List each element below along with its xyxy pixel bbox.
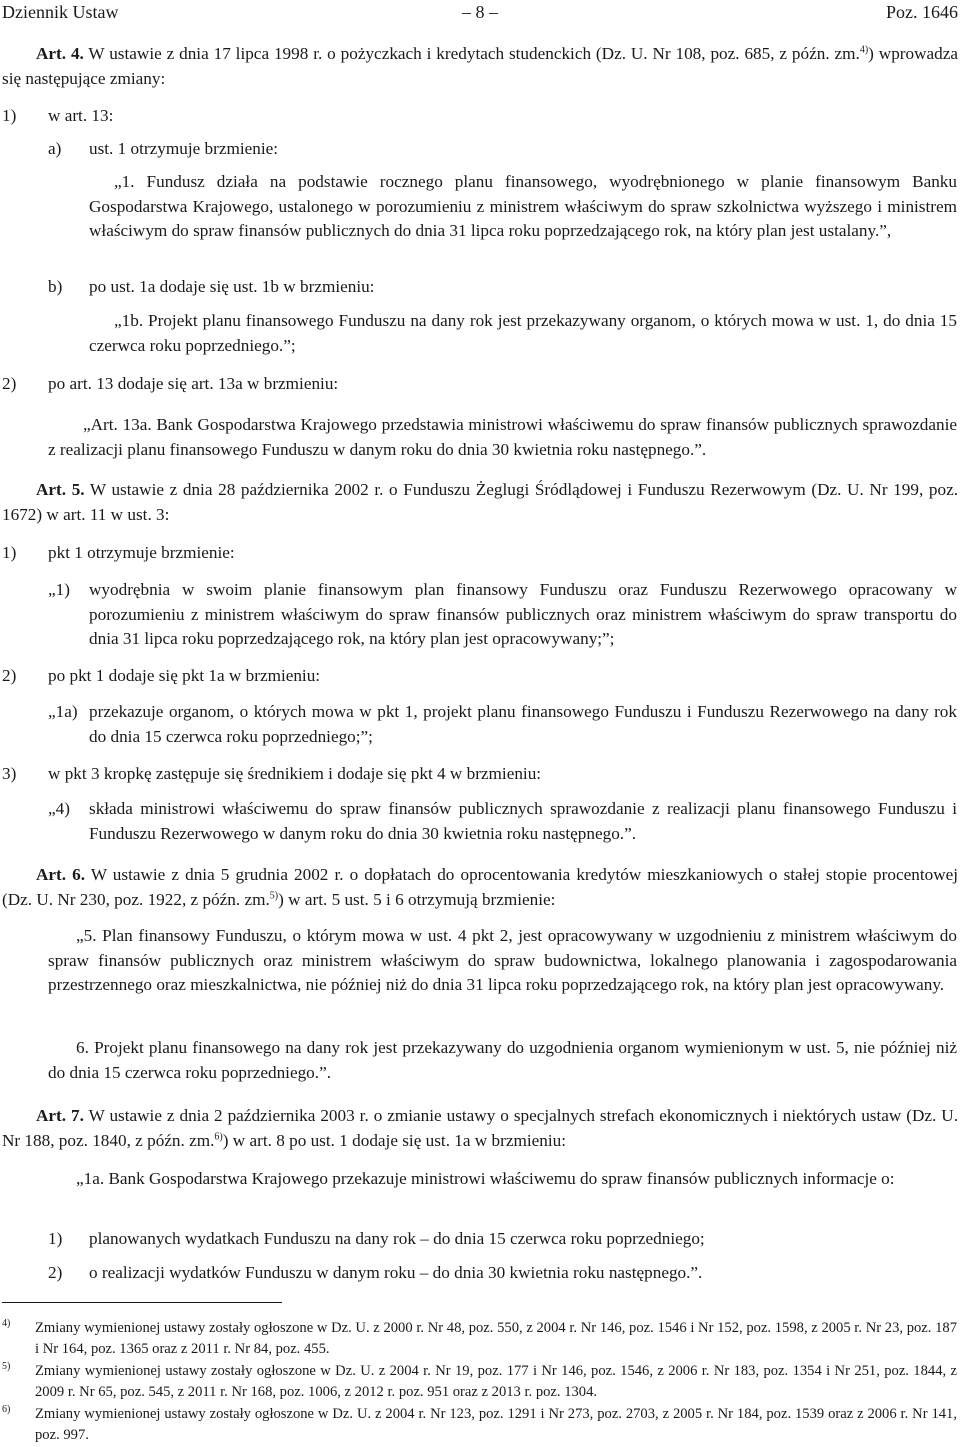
art5-q1-text: wyodrębnia w swoim planie finansowym plan finansowy Funduszu oraz Funduszu Rezerwowego opracowany w porozumieniu z ministrem właściwym do spraw finansów publicznych oraz ministrem właściwym do spraw transportu do dnia 31 lipca roku poprzedzającego rok, na który plan jest opracowywany;”; <box>89 580 957 648</box>
art7-quote-ust1a: „1a. Bank Gospodarstwa Krajowego przekazuje ministrowi właściwemu do spraw finansów publicznych informacje o: <box>76 1169 895 1188</box>
art4-item2-num: 2) <box>2 374 17 393</box>
art6-intro <box>2 863 958 912</box>
art4-quote-ust1: „1. Fundusz działa na podstawie rocznego planu finansowego, wyodrębnionego w planie finansowym Banku Gospodarstwa Krajowego, ustalonego w porozumieniu z ministrem właściwym do spraw szkolnictwa wyższego i ministrem właściwym do spraw finansów publicznych do dnia 31 lipca roku poprzedzającego rok, na który plan jest ustalany.”, <box>89 172 957 240</box>
art7-sub2-num: 2) <box>48 1263 63 1282</box>
art5-q4-text: składa ministrowi właściwemu do spraw finansów publicznych sprawozdanie z realizacji planu finansowego Funduszu i Funduszu Rezerwowego w danym roku do dnia 30 kwietnia roku następnego.”. <box>89 799 957 843</box>
journal-title: Dziennik Ustaw <box>2 2 119 22</box>
footnote-mark-5: 5) <box>2 1361 11 1372</box>
art4-item-a-text: ust. 1 otrzymuje brzmienie: <box>89 139 279 158</box>
art6-label: Art. 6. <box>36 865 86 884</box>
art6-text: W ustawie z dnia 5 grudnia 2002 r. o dopłatach do oprocentowania kredytów mieszkaniowych o stałej stopie procentowej (Dz. U. Nr 230, poz. 1922, z późn. zm. <box>2 865 959 909</box>
footnote-ref-5: 5) <box>269 889 279 901</box>
art5-text: W ustawie z dnia 28 października 2002 r. o Funduszu Żeglugi Śródlądowej i Funduszu Rezerwowym (Dz. U. Nr 199, poz. 1672) w art. 11 w ust. 3: <box>2 480 958 524</box>
art5-item2-text: po pkt 1 dodaje się pkt 1a w brzmieniu: <box>48 666 321 685</box>
art6-text-end: ) w art. 5 ust. 5 i 6 otrzymują brzmienie: <box>278 889 556 909</box>
art5-q1a-text: przekazuje organom, o których mowa w pkt 1, projekt planu finansowego Funduszu i Funduszu Rezerwowego na dany rok do dnia 15 czerwca roku poprzedniego;”; <box>89 702 957 746</box>
art4-item1-num: 1) <box>2 106 17 125</box>
art7-text: W ustawie z dnia 2 października 2003 r. o zmianie ustawy o specjalnych strefach ekonomicznych i niektórych ustaw (Dz. U. Nr 188, poz. 1840, z późn. zm. <box>2 1106 959 1150</box>
footnote-6: Zmiany wymienionej ustawy zostały ogłoszone w Dz. U. z 2004 r. Nr 123, poz. 1291 i Nr 273, poz. 2703, z 2005 r. Nr 184, poz. 1539 oraz z 2006 r. Nr 141, poz. 997. <box>35 1406 957 1443</box>
art7-sub1-text: planowanych wydatkach Funduszu na dany rok – do dnia 15 czerwca roku poprzedniego; <box>89 1229 705 1248</box>
art4-quote-art13a: „Art. 13a. Bank Gospodarstwa Krajowego przedstawia ministrowi właściwemu do spraw finansów publicznych sprawozdanie z realizacji planu finansowego Funduszu w danym roku do dnia 30 kwietnia roku następnego.”. <box>48 415 957 459</box>
art4-item1-text: w art. 13: <box>48 106 114 125</box>
art4-text-end: ) wprowadza się następujące zmiany: <box>2 44 958 88</box>
art5-item3-text: w pkt 3 kropkę zastępuje się średnikiem i dodaje się pkt 4 w brzmieniu: <box>48 764 542 783</box>
footnote-4: Zmiany wymienionej ustawy zostały ogłoszone w Dz. U. z 2000 r. Nr 48, poz. 550, z 2004 r. Nr 146, poz. 1546 i Nr 152, poz. 1598, z 2005 r. Nr 23, poz. 187 i Nr 164, poz. 1365 oraz z 2011 r. Nr 84, poz. 455. <box>35 1320 957 1357</box>
art5-q1a-label: „1a) <box>48 702 78 721</box>
art4-item-b-letter: b) <box>48 277 63 296</box>
art7-intro <box>2 1104 958 1153</box>
footnote-ref-4: 4) <box>859 44 869 56</box>
art5-label: Art. 5. <box>36 480 85 499</box>
footnote-separator <box>2 1302 282 1303</box>
footnote-5: Zmiany wymienionej ustawy zostały ogłoszone w Dz. U. z 2004 r. Nr 19, poz. 177 i Nr 146, poz. 1546, z 2006 r. Nr 183, poz. 1354 i Nr 251, poz. 1844, z 2009 r. Nr 65, poz. 545, z 2011 r. Nr 168, poz. 1006, z 2012 r. poz. 951 oraz z 2013 r. poz. 1304. <box>35 1363 957 1400</box>
footnote-mark-4: 4) <box>2 1318 11 1329</box>
art7-text-end: ) w art. 8 po ust. 1 dodaje się ust. 1a w brzmieniu: <box>222 1130 566 1150</box>
art4-item2-text: po art. 13 dodaje się art. 13a w brzmieniu: <box>48 374 339 393</box>
art6-quote-ust5: „5. Plan finansowy Funduszu, o którym mowa w ust. 4 pkt 2, jest opracowywany w uzgodnieniu z ministrem właściwym do spraw finansów publicznych oraz ministrem właściwym do spraw budownictwa, lokalnego planowania i zagospodarowania przestrzennego oraz mieszkalnictwa, nie później niż do dnia 31 lipca roku poprzedzającego rok, na który plan jest opracowywany. <box>48 926 957 994</box>
art4-item-a-letter: a) <box>48 139 62 158</box>
art5-item2-num: 2) <box>2 666 17 685</box>
footnote-mark-6: 6) <box>2 1404 11 1415</box>
art4-item-b-text: po ust. 1a dodaje się ust. 1b w brzmieniu: <box>89 277 375 296</box>
art6-quote-ust6: 6. Projekt planu finansowego na dany rok jest przekazywany do uzgodnienia organom wymienionym w ust. 5, nie później niż do dnia 15 czerwca roku poprzedniego.”. <box>48 1038 957 1082</box>
art5-item1-text: pkt 1 otrzymuje brzmienie: <box>48 543 235 562</box>
art5-q1-label: „1) <box>48 580 70 599</box>
art4-text: W ustawie z dnia 17 lipca 1998 r. o pożyczkach i kredytach studenckich (Dz. U. Nr 108, poz. 685, z późn. zm. <box>83 44 860 63</box>
art5-q4-label: „4) <box>48 799 70 818</box>
art5-item3-num: 3) <box>2 764 17 783</box>
art5-intro <box>2 478 958 527</box>
art5-item1-num: 1) <box>2 543 17 562</box>
position-number: Poz. 1646 <box>886 2 958 22</box>
art4-intro <box>2 42 958 91</box>
art4-quote-ust1b: „1b. Projekt planu finansowego Funduszu na dany rok jest przekazywany organom, o których mowa w ust. 1, do dnia 15 czerwca roku poprzedniego.”; <box>89 311 957 355</box>
art7-sub1-num: 1) <box>48 1229 63 1248</box>
art7-label: Art. 7. <box>36 1106 84 1125</box>
page-number: – 8 – <box>462 2 498 22</box>
art4-label: Art. 4. <box>36 44 84 63</box>
art7-sub2-text: o realizacji wydatków Funduszu w danym roku – do dnia 30 kwietnia roku następnego.”. <box>89 1263 703 1282</box>
footnote-ref-6: 6) <box>214 1130 223 1142</box>
